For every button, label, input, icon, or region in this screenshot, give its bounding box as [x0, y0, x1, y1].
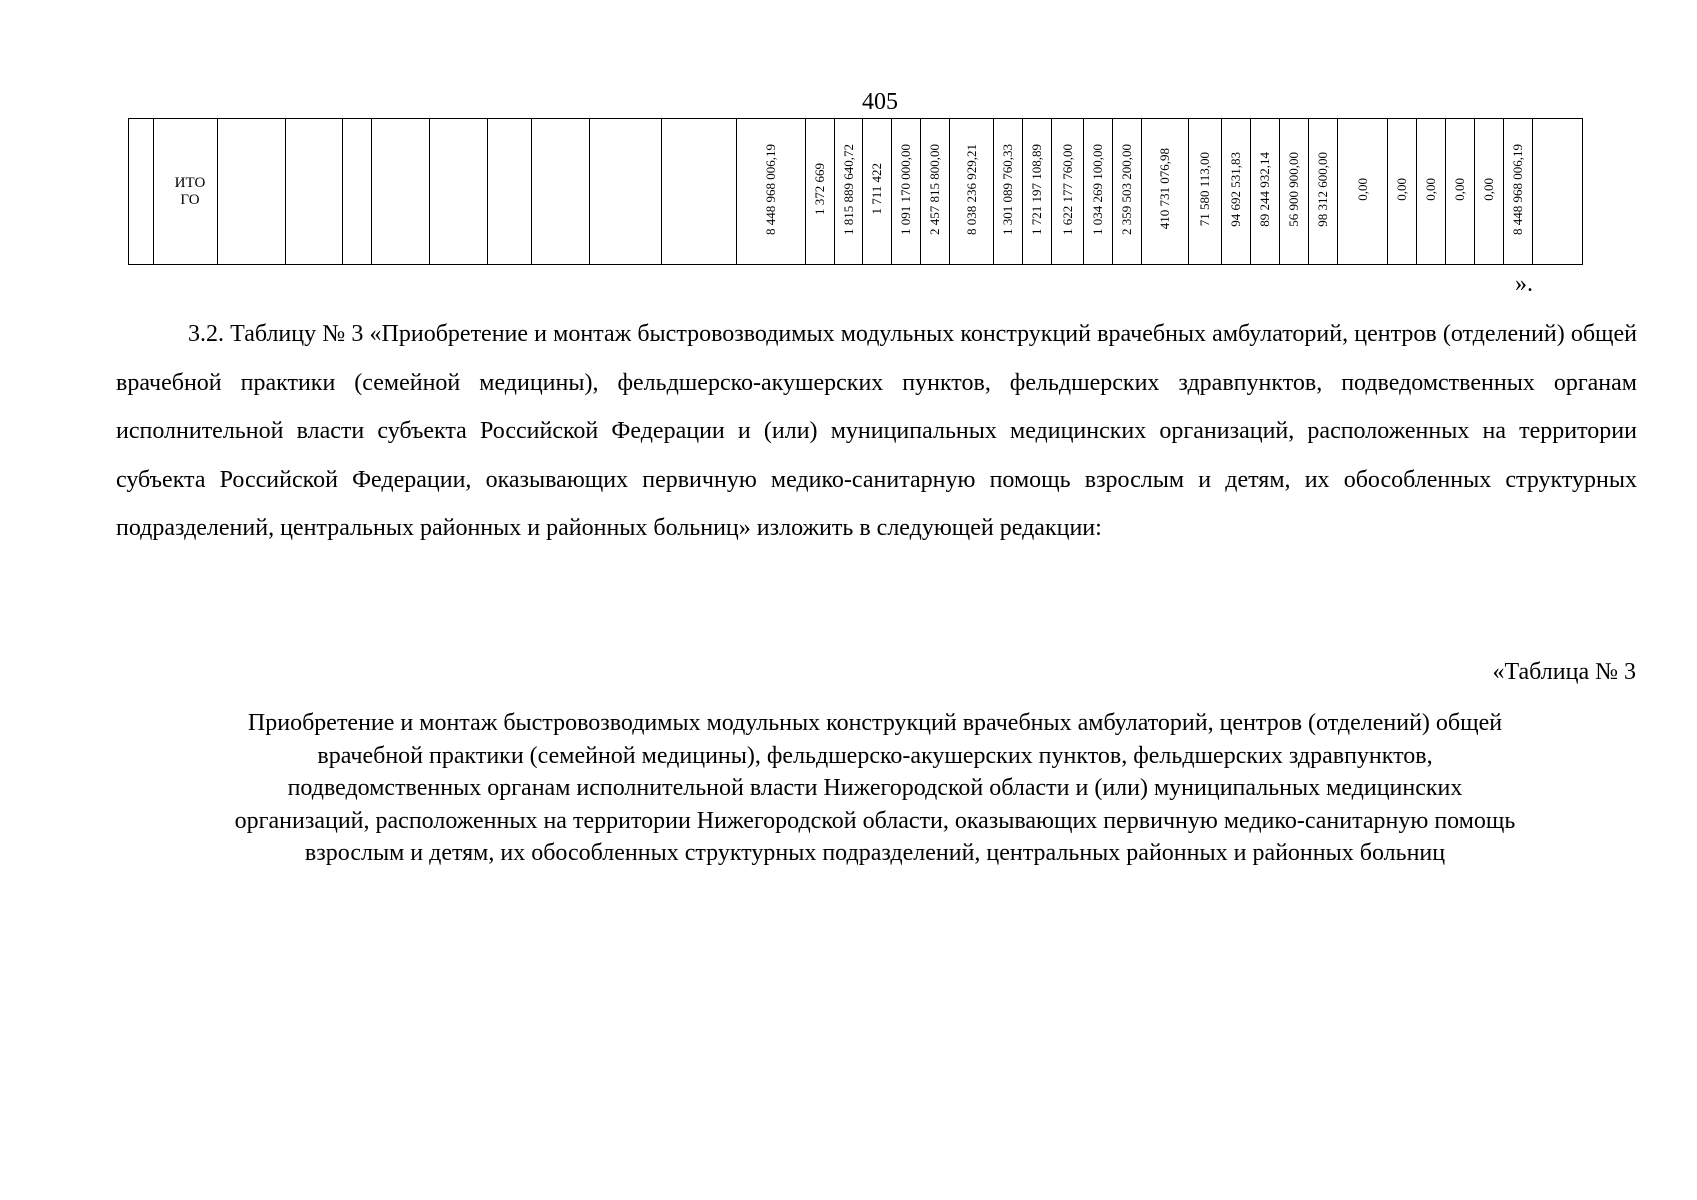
table-cell [430, 119, 488, 265]
total-label-line: ИТО [174, 174, 206, 191]
value-cell [1309, 119, 1338, 265]
table-cell [1533, 119, 1583, 265]
cell-value: 1 034 269 100,00 [1090, 143, 1105, 235]
cell-value: 2 359 503 200,00 [1119, 143, 1134, 235]
table-cell [372, 119, 430, 265]
value-cell [921, 119, 950, 265]
cell-value: 0,00 [1423, 177, 1438, 201]
closing-quote: ». [1515, 271, 1533, 297]
value-cell [1084, 119, 1113, 265]
table-number-label: «Таблица № 3 [1492, 659, 1636, 685]
cell-value: 0,00 [1452, 177, 1467, 201]
cell-value: 98 312 600,00 [1315, 151, 1330, 227]
amendment-paragraph: 3.2. Таблицу № 3 «Приобретение и монтаж быстровозводимых модульных конструкций врачебных амбулаторий, центров (отделений) общей врачебной практики (семейной медицины), фельдшерско-акушерских пунктов, фельдшерских здравпунктов, подведомственных органам исполнительной власти субъекта Российской Федерации и (или) муниципальных медицинских организаций, расположенных на территории субъекта Российской Федерации, оказывающих первичную медико-санитарную помощь взрослым и детям, их обособленных структурных подразделений, центральных районных и районных больниц» изложить в следующей редакции: [116, 321, 1637, 541]
table-cell [590, 119, 662, 265]
value-cell [863, 119, 892, 265]
value-cell [835, 119, 863, 265]
total-label-line: ГО [180, 191, 200, 208]
value-cell [1417, 119, 1446, 265]
caption-line: Приобретение и монтаж быстровозводимых модульных конструкций врачебных амбулаторий, центров (отделений) общей [247, 710, 1503, 736]
value-cell [1251, 119, 1280, 265]
caption-line: взрослым и детям, их обособленных структурных подразделений, центральных районных и районных больниц [304, 840, 1446, 866]
table-cell [286, 119, 343, 265]
table-cell [218, 119, 286, 265]
value-cell [1113, 119, 1142, 265]
table-cell [343, 119, 372, 265]
value-cell [892, 119, 921, 265]
total-label-cell [154, 119, 218, 265]
cell-value: 1 091 170 000,00 [898, 143, 913, 235]
cell-value: 0,00 [1481, 177, 1496, 201]
cell-value: 71 580 113,00 [1197, 151, 1212, 227]
cell-value: 0,00 [1354, 177, 1370, 201]
value-cell [1222, 119, 1251, 265]
cell-value: 1 372 669 [812, 163, 827, 215]
cell-value: 94 692 531,83 [1228, 151, 1243, 227]
value-cell [1446, 119, 1475, 265]
table-cell [662, 119, 737, 265]
value-cell [950, 119, 994, 265]
cell-value: 89 244 932,14 [1257, 151, 1272, 227]
cell-value: 1 815 889 640,72 [840, 143, 856, 235]
totals-table [128, 118, 1583, 265]
value-cell [1338, 119, 1388, 265]
cell-value: 2 457 815 800,00 [927, 143, 942, 235]
value-cell [1388, 119, 1417, 265]
value-cell [1504, 119, 1533, 265]
value-cell [1475, 119, 1504, 265]
cell-value: 56 900 900,00 [1286, 151, 1301, 227]
table-caption [110, 707, 1640, 870]
value-cell [1189, 119, 1222, 265]
value-cell [1280, 119, 1309, 265]
table-cell [488, 119, 532, 265]
page-number: 405 [862, 89, 898, 115]
cell-value: 0,00 [1394, 177, 1409, 201]
caption-line: организаций, расположенных на территории Нижегородской области, оказывающих первичную медико-санитарную помощь [234, 807, 1516, 834]
table-cell [532, 119, 590, 265]
cell-value: 1 622 177 760,00 [1059, 143, 1075, 235]
value-cell [806, 119, 835, 265]
cell-value: 1 711 422 [869, 163, 884, 215]
cell-value: 410 731 076,98 [1157, 148, 1172, 230]
value-cell [1052, 119, 1084, 265]
cell-value: 8 448 968 006,19 [763, 143, 778, 235]
caption-line: врачебной практики (семейной медицины), фельдшерско-акушерских пунктов, фельдшерских здравпунктов, [317, 742, 1433, 769]
value-cell [1023, 119, 1052, 265]
cell-value: 8 448 968 006,19 [1510, 143, 1525, 235]
cell-value: 1 721 197 108,89 [1029, 143, 1044, 235]
value-cell [994, 119, 1023, 265]
cell-value: 8 038 236 929,21 [963, 143, 979, 235]
value-cell [1142, 119, 1189, 265]
caption-line: подведомственных органам исполнительной власти Нижегородской области и (или) муниципальных медицинских [287, 775, 1463, 801]
table-cell [129, 119, 154, 265]
total-row [129, 119, 1583, 265]
value-cell [737, 119, 806, 265]
cell-value: 1 301 089 760,33 [1000, 143, 1015, 235]
